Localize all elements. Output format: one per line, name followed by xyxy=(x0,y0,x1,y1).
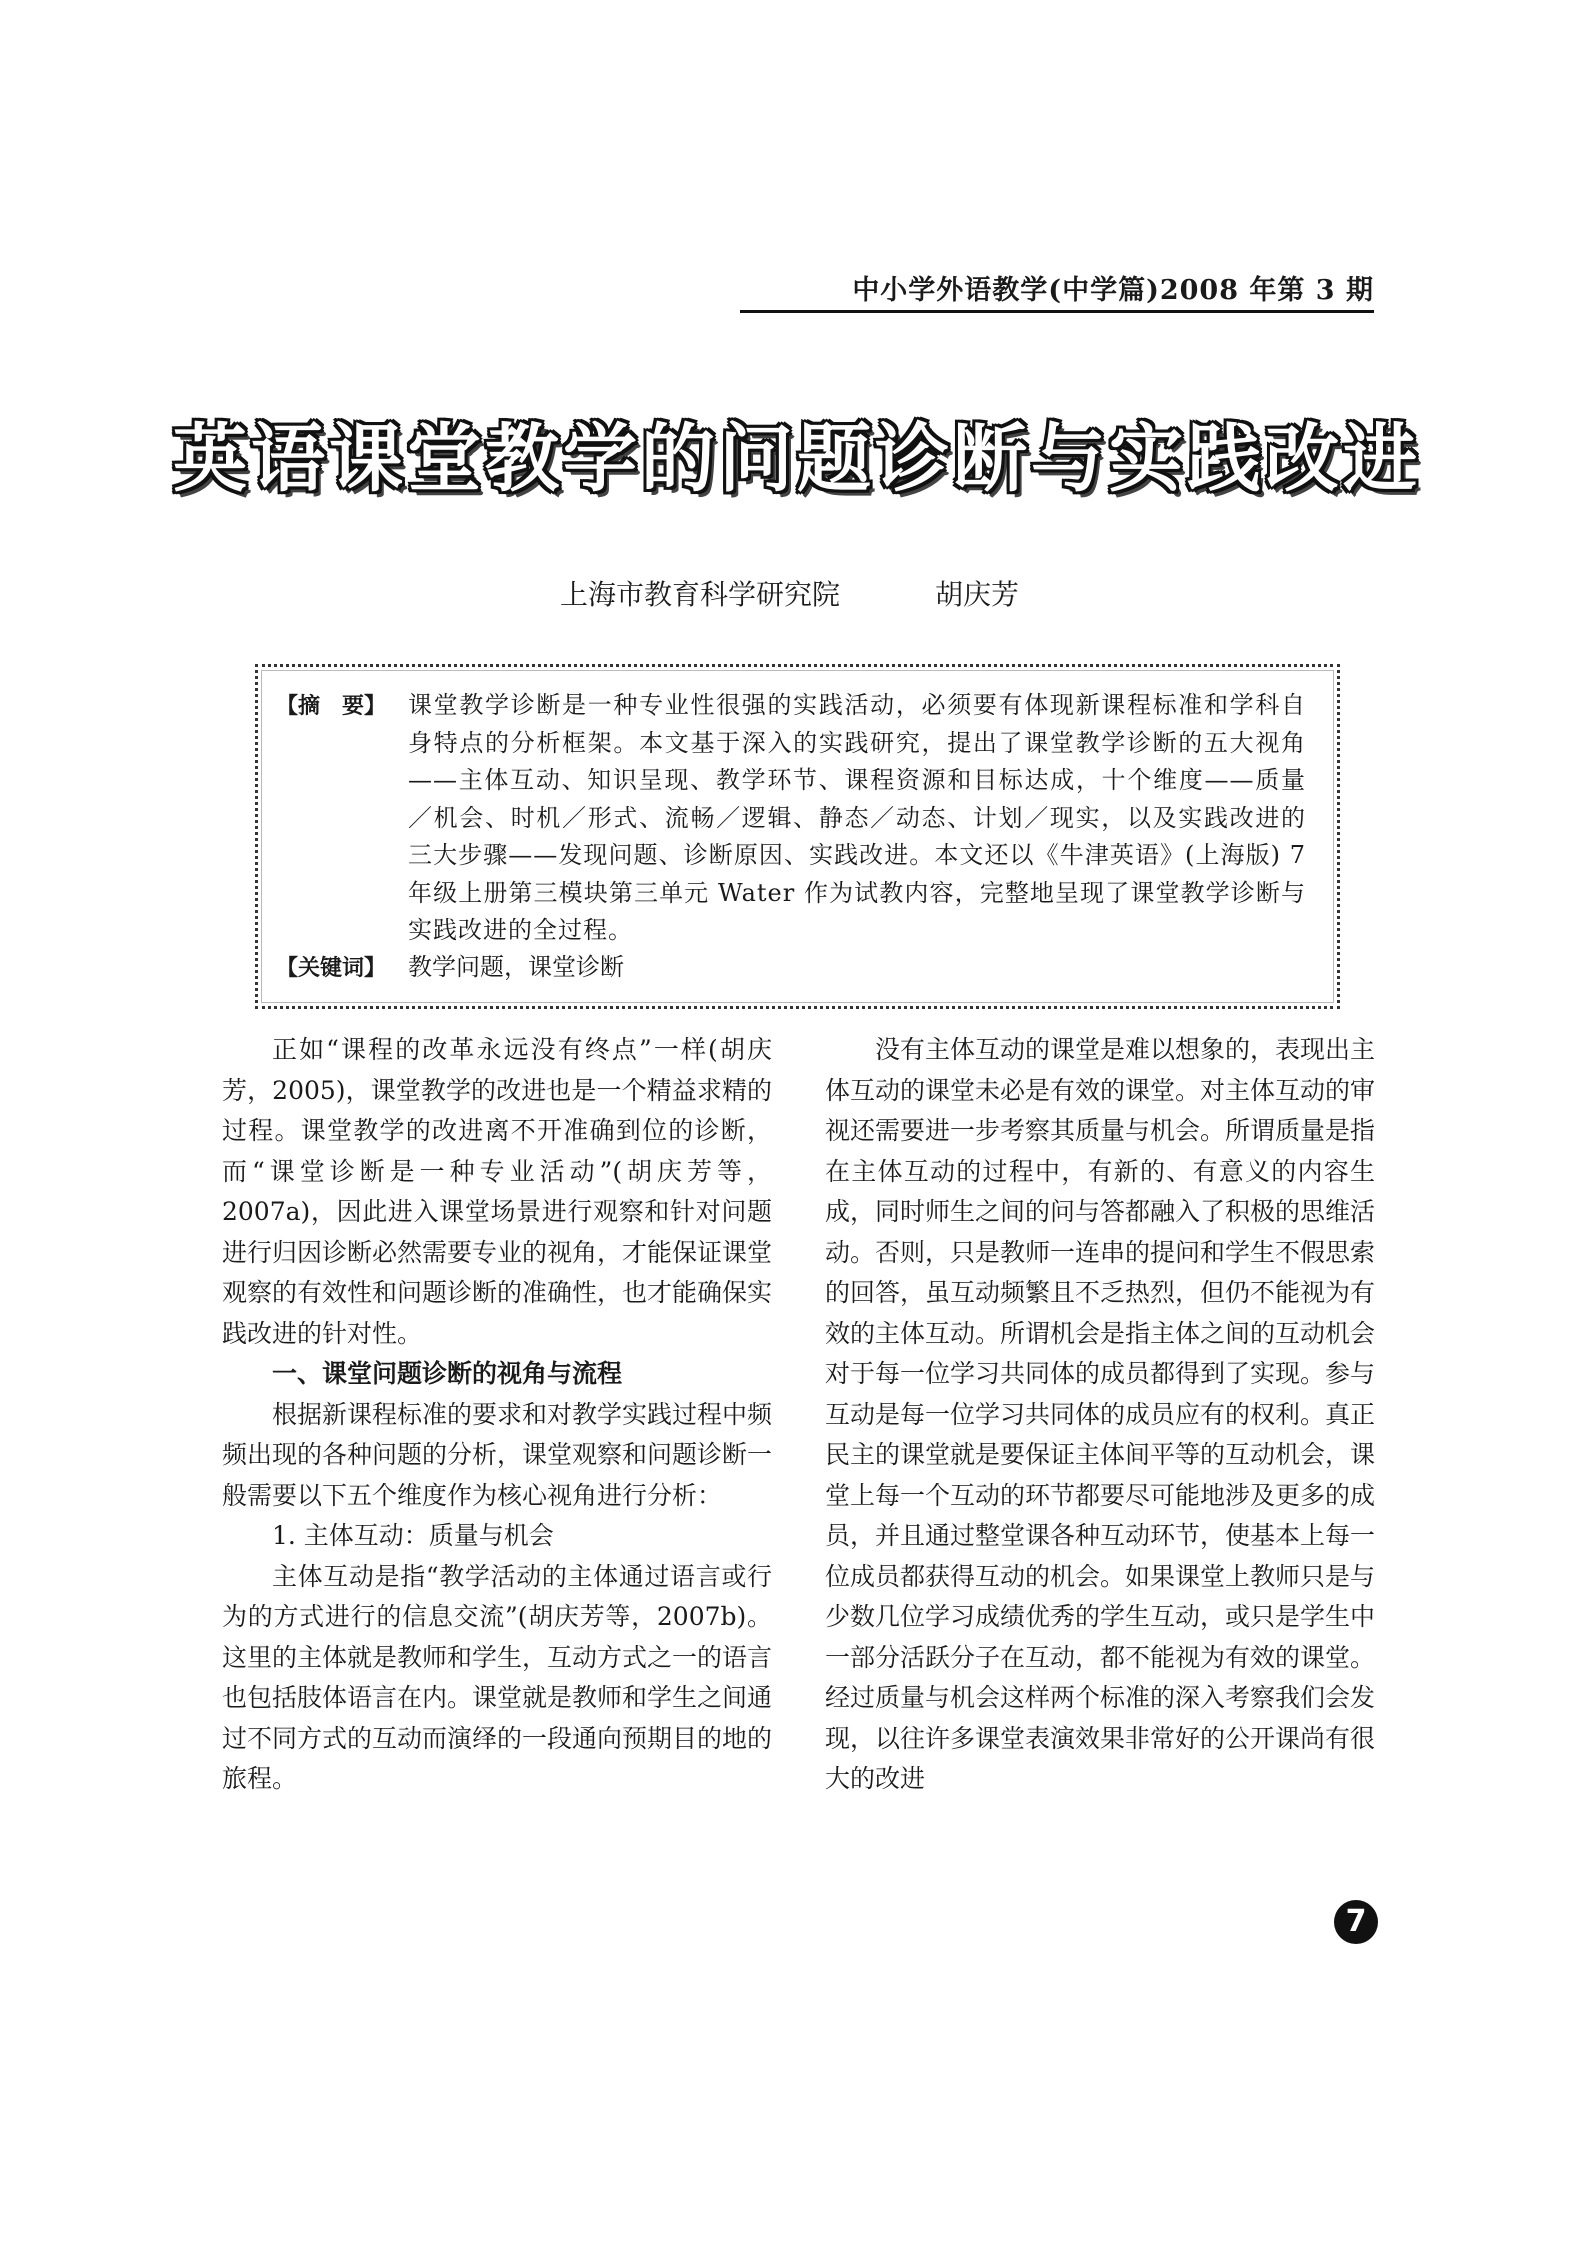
body-column-left xyxy=(222,1030,772,1800)
keywords-text: 教学问题，课堂诊断 xyxy=(408,953,624,981)
paragraph: 根据新课程标准的要求和对教学实践过程中频频出现的各种问题的分析，课堂观察和问题诊断一般需要以下五个维度作为核心视角进行分析： xyxy=(222,1399,773,1510)
paragraph: 正如“课程的改革永远没有终点”一样(胡庆芳，2005)，课堂教学的改进也是一个精益求精的过程。课堂教学的改进离不开准确到位的诊断，而“课堂诊断是一种专业活动”(胡庆芳等，2007a)，因此进入课堂场景进行观察和针对问题进行归因诊断必然需要专业的视角，才能保证课堂观察的有效性和问题诊断的准确性，也才能确保实践改进的针对性。 xyxy=(222,1035,773,1348)
article-title: 英语课堂教学的问题诊断与实践改进 xyxy=(173,416,1421,502)
abstract-label: 【摘 要】 xyxy=(276,694,387,719)
author-name: 胡庆芳 xyxy=(935,578,1020,611)
paragraph: 没有主体互动的课堂是难以想象的，表现出主体互动的课堂未必是有效的课堂。对主体互动的审视还需要进一步考察其质量与机会。所谓质量是指在主体互动的过程中，有新的、有意义的内容生成，同时师生之间的问与答都融入了积极的思维活动。否则，只是教师一连串的提问和学生不假思索的回答，虽互动频繁且不乏热烈，但仍不能视为有效的主体互动。所谓机会是指主体之间的互动机会对于每一位学习共同体的成员都得到了实现。参与互动是每一位学习共同体的成员应有的权利。真正民主的课堂就是要保证主体间平等的互动机会，课堂上每一个互动的环节都要尽可能地涉及更多的成员，并且通过整堂课各种互动环节，使基本上每一位成员都获得互动的机会。如果课堂上教师只是与少数几位学习成绩优秀的学生互动，或只是学生中一部分活跃分子在互动，都不能视为有效的课堂。经过质量与机会这样两个标准的深入考察我们会发现，以往许多课堂表演效果非常好的公开课尚有很大的改进 xyxy=(825,1035,1376,1793)
section-heading: 一、课堂问题诊断的视角与流程 xyxy=(272,1359,623,1388)
body-column-right xyxy=(825,1030,1375,1800)
header-rule xyxy=(740,310,1374,313)
author-institution: 上海市教育科学研究院 xyxy=(560,578,841,611)
keywords-label: 【关键词】 xyxy=(276,956,387,981)
abstract-text: 课堂教学诊断是一种专业性很强的实践活动，必须要有体现新课程标准和学科自身特点的分析框架。本文基于深入的实践研究，提出了课堂教学诊断的五大视角——主体互动、知识呈现、教学环节、课程资源和目标达成，十个维度——质量／机会、时机／形式、流畅／逻辑、静态／动态、计划／现实，以及实践改进的三大步骤——发现问题、诊断原因、实践改进。本文还以《牛津英语》(上海版) 7 年级上册第三模块第三单元 Water 作为试教内容，完整地呈现了课堂教学诊断与实践改进的全过程。 xyxy=(408,691,1306,944)
subsection-heading: 1. 主体互动：质量与机会 xyxy=(272,1521,554,1550)
abstract-box xyxy=(255,664,1340,1009)
page-number: 7 xyxy=(1334,1900,1378,1944)
paragraph: 主体互动是指“教学活动的主体通过语言或行为的方式进行的信息交流”(胡庆芳等，2007b)。这里的主体就是教师和学生，互动方式之一的语言也包括肢体语言在内。课堂就是教师和学生之间通过不同方式的互动而演绎的一段通向预期目的地的旅程。 xyxy=(222,1561,773,1793)
journal-header: 中小学外语教学(中学篇)2008 年第 3 期 xyxy=(852,275,1374,306)
